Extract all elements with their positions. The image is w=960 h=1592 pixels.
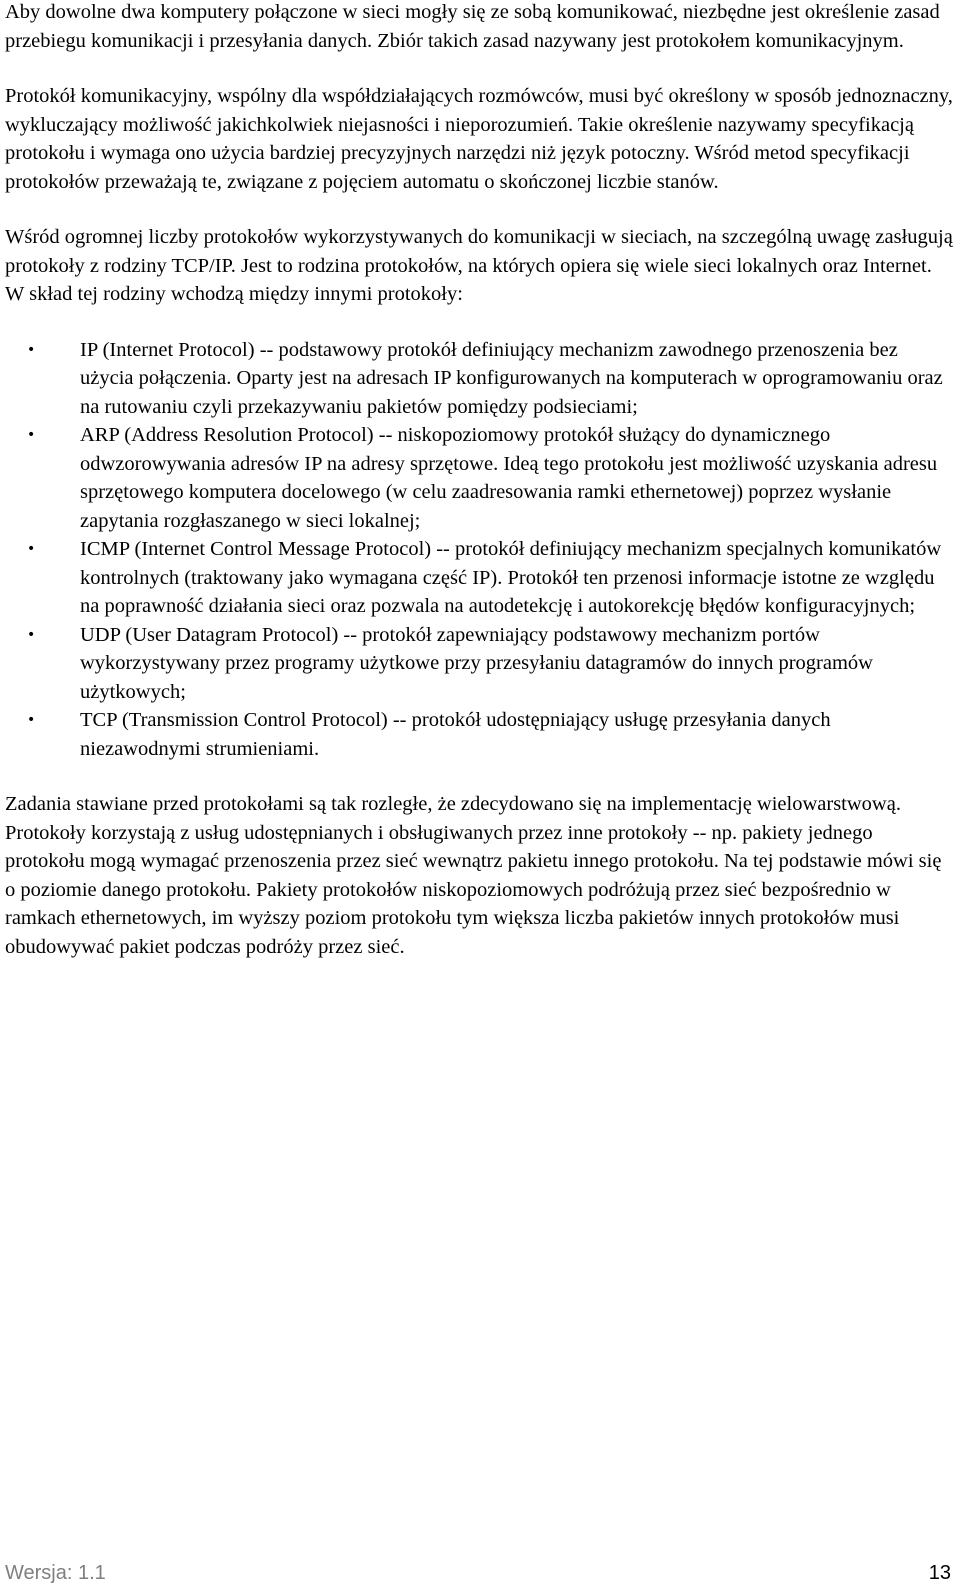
list-item-text: ICMP (Internet Control Message Protocol) -- protokół definiujący mechanizm specjalnych komunikatów kontrolnych (traktowany jako wymagana część IP). Protokół ten przenosi informacje istotne ze względu na poprawność działania sieci oraz pozwala na autodetekcję i autokorekcję błędów konfiguracyjnych; xyxy=(80,538,942,617)
list-item-text: IP (Internet Protocol) -- podstawowy protokół definiujący mechanizm zawodnego przenoszenia bez użycia połączenia. Oparty jest na adresach IP konfigurowanych na komputerach w oprogramowaniu oraz na rutowaniu czyli przekazywaniu pakietów pomiędzy podsieciami; xyxy=(80,338,943,418)
list-item-text: ARP (Address Resolution Protocol) -- niskopoziomowy protokół służący do dynamicznego odwzorowywania adresów IP na adresy sprzętowe. Ideą tego protokołu jest możliwość uzyskania adresu sprzętowego komputera docelowego (w celu zaadresowania ramki ethernetowej) poprzez wysłanie zapytania rozgłaszanego w sieci lokalnej; xyxy=(80,424,938,532)
list-item-icmp xyxy=(5,535,953,621)
version-label: Wersja: 1.1 xyxy=(5,1562,106,1584)
bullet-icon: • xyxy=(27,712,36,728)
intro-paragraph-2: Protokół komunikacyjny, wspólny dla współdziałających rozmówców, musi być określony w sposób jednoznaczny, wykluczający możliwość jakichkolwiek niejasności i nieporozumień. Takie określenie nazywamy specyfikacją protokołu i wymaga ono użycia bardziej precyzyjnych narzędzi niż język potoczny. Wśród metod specyfikacji protokołów przeważają te, związane z pojęciem automatu o skończonej liczbie stanów. xyxy=(5,85,953,193)
intro-paragraph-3: Wśród ogromnej liczby protokołów wykorzystywanych do komunikacji w sieciach, na szczególną uwagę zasługują protokoły z rodziny TCP/IP. Jest to rodzina protokołów, na których opiera się wiele sieci lokalnych oraz Internet. W skład tej rodziny wchodzą między innymi protokoły: xyxy=(5,226,953,305)
list-item-tcp xyxy=(5,706,953,763)
list-item-ip xyxy=(5,336,953,422)
list-item-arp xyxy=(5,421,953,535)
list-item-text: UDP (User Datagram Protocol) -- protokół zapewniający podstawowy mechanizm portów wykorzystywany przez programy użytkowe przy przesyłaniu datagramów do innych programów użytkowych; xyxy=(80,623,873,703)
bullet-icon: • xyxy=(27,541,36,557)
page-number: 13 xyxy=(928,1562,951,1584)
page-footer xyxy=(5,1558,951,1588)
document-page xyxy=(5,0,953,961)
bullet-icon: • xyxy=(27,427,36,443)
intro-paragraph-1: Aby dowolne dwa komputery połączone w sieci mogły się ze sobą komunikować, niezbędne jest określenie zasad przebiegu komunikacji i przesyłania danych. Zbiór takich zasad nazywany jest protokołem komunikacyjnym. xyxy=(5,1,940,52)
bullet-icon: • xyxy=(27,626,36,643)
list-item-text: TCP (Transmission Control Protocol) -- protokół udostępniający usługę przesyłania danych niezawodnymi strumieniami. xyxy=(80,709,831,760)
protocol-list xyxy=(5,336,953,764)
closing-paragraph: Zadania stawiane przed protokołami są tak rozległe, że zdecydowano się na implementację wielowarstwową. Protokoły korzystają z usług udostępnianych i obsługiwanych przez inne protokoły -- np. pakiety jednego protokołu mogą wymagać przenoszenia przez sieć wewnątrz pakietu innego protokołu. Na tej podstawie mówi się o poziomie danego protokołu. Pakiety protokołów niskopoziomowych podróżują przez sieć bezpośrednio w ramkach ethernetowych, im wyższy poziom protokołu tym większa liczba pakietów innych protokołów musi obudowywać pakiet podczas podróży przez sieć. xyxy=(5,793,942,958)
list-item-udp xyxy=(5,621,953,707)
bullet-icon: • xyxy=(27,341,36,358)
